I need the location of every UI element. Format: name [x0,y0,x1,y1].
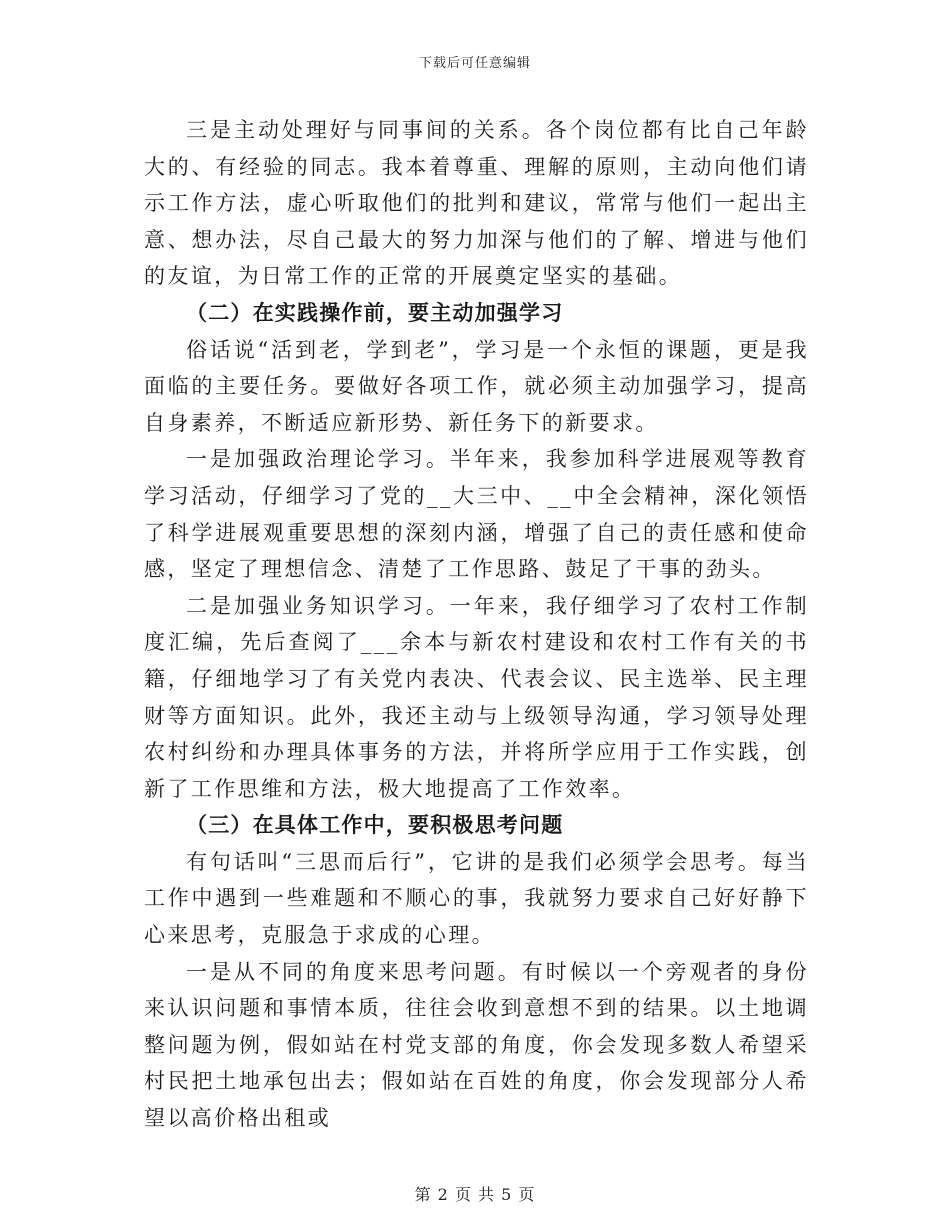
page-number-footer: 第 2 页 共 5 页 [414,1185,536,1204]
page-header: 下载后可任意编辑 [418,56,531,71]
document-body [144,112,809,1137]
section-heading-thinking: （三）在具体工作中，要积极思考问题 [186,812,564,838]
paragraph-political-theory: 一是加强政治理论学习。半年来，我参加科学进展观等教育学习活动，仔细学习了党的__大三中、__中全会精神，深化领悟了科学进展观重要思想的深刻内涵，增强了自己的责任感和使命感，坚定了理想信念、清楚了工作思路、鼓足了干事的劲头。 [144,447,809,582]
paragraph-think-before-act: 有句话叫“三思而后行”，它讲的是我们必须学会思考。每当工作中遇到一些难题和不顺心的事，我就努力要求自己好好静下心来思考，克服急于求成的心理。 [144,849,809,948]
paragraph-business-knowledge: 二是加强业务知识学习。一年来，我仔细学习了农村工作制度汇编，先后查阅了___余本与新农村建设和农村工作有关的书籍，仔细地学习了有关党内表决、代表会议、民主选举、民主理财等方面知识。此外，我还主动与上级领导沟通，学习领导处理农村纠纷和办理具体事务的方法，并将所学应用于工作实践，创新了工作思维和方法，极大地提高了工作效率。 [144,593,809,801]
section-heading-study: （二）在实践操作前，要主动加强学习 [186,299,564,325]
paragraph-colleague-relations: 三是主动处理好与同事间的关系。各个岗位都有比自己年龄大的、有经验的同志。我本着尊重、理解的原则，主动向他们请示工作方法，虚心听取他们的批判和建议，常常与他们一起出主意、想办法，尽自己最大的努力加深与他们的了解、增进与他们的友谊，为日常工作的正常的开展奠定坚实的基础。 [144,118,809,289]
paragraph-lifelong-learning: 俗话说“活到老，学到老”，学习是一个永恒的课题，更是我面临的主要任务。要做好各项工作，就必须主动加强学习，提高自身素养，不断适应新形势、新任务下的新要求。 [144,337,809,435]
paragraph-different-angles: 一是从不同的角度来思考问题。有时候以一个旁观者的身份来认识问题和事情本质，往往会收到意想不到的结果。以土地调整问题为例，假如站在村党支部的角度，你会发现多数人希望采村民把土地承包出去；假如站在百姓的角度，你会发现部分人希望以高价格出租或 [144,959,809,1131]
